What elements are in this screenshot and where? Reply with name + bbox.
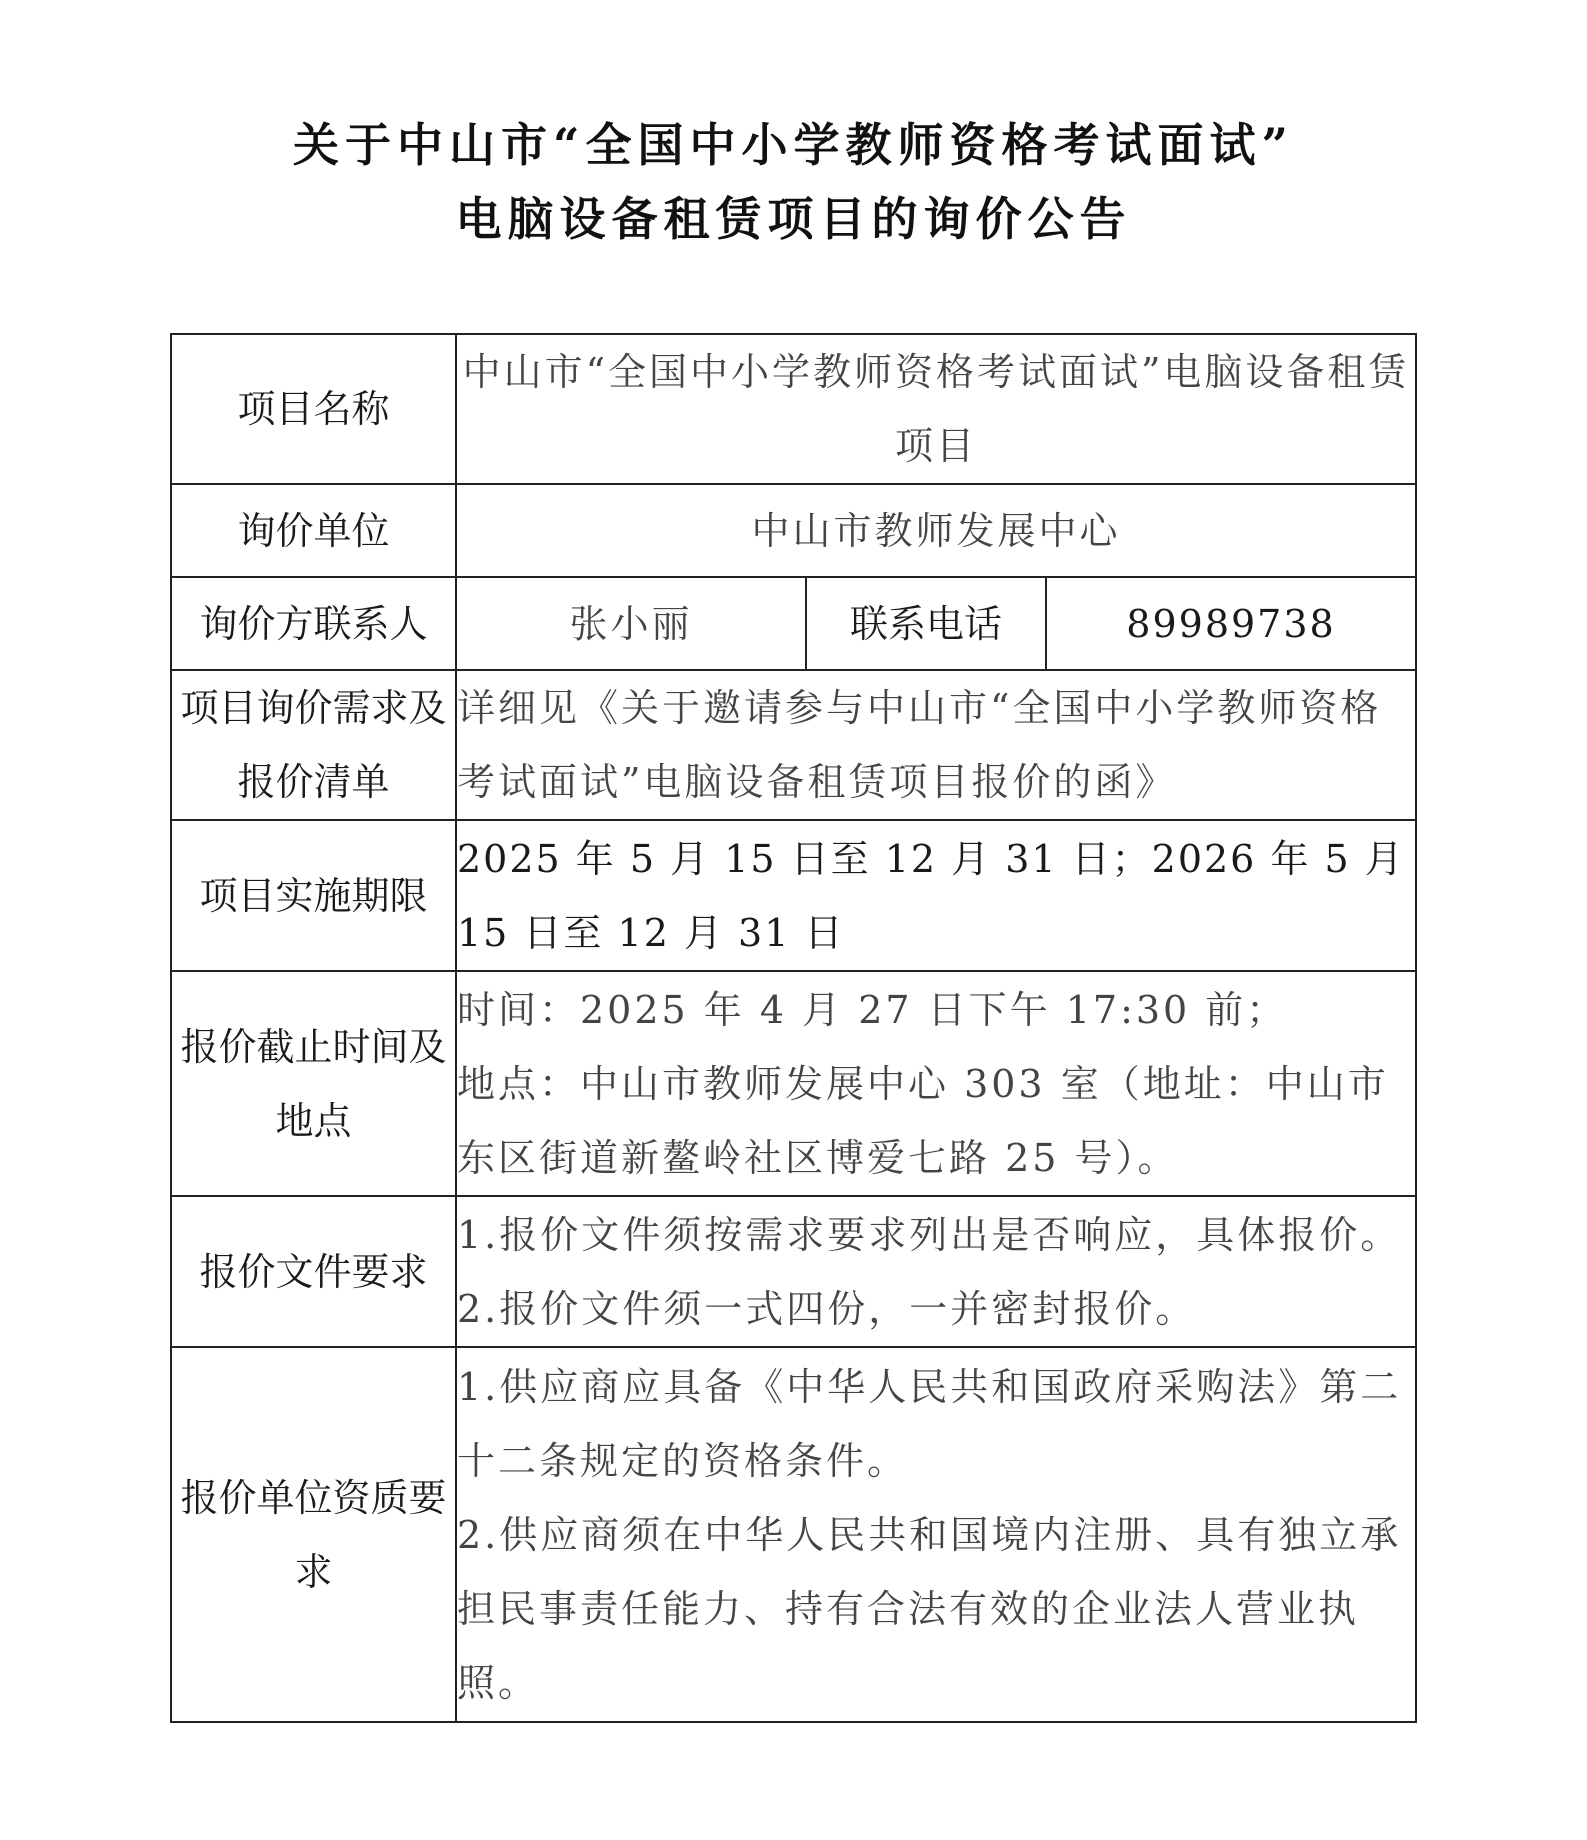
inquiry-unit-value: 中山市教师发展中心 [456, 484, 1416, 577]
period-label: 项目实施期限 [171, 820, 456, 971]
documents-value [456, 1196, 1416, 1347]
contact-phone-value: 89989738 [1046, 577, 1416, 670]
inquiry-unit-label: 询价单位 [171, 484, 456, 577]
requirements-label: 项目询价需求及报价清单 [171, 670, 456, 820]
qualification-value [456, 1347, 1416, 1722]
row-inquiry-unit [171, 484, 1416, 577]
page-title [0, 108, 1587, 256]
qualification-item-2: 2.供应商须在中华人民共和国境内注册、具有独立承担民事责任能力、持有合法有效的企业法人营业执照。 [457, 1512, 1402, 1705]
row-period [171, 820, 1416, 971]
documents-item-2: 2.报价文件须一式四份，一并密封报价。 [457, 1286, 1197, 1331]
contact-phone-label: 联系电话 [806, 577, 1046, 670]
deadline-label: 报价截止时间及地点 [171, 971, 456, 1196]
period-value: 2025 年 5 月 15 日至 12 月 31 日；2026 年 5 月 15 日至 12 月 31 日 [456, 820, 1416, 971]
contact-person-label: 询价方联系人 [171, 577, 456, 670]
row-qualification [171, 1347, 1416, 1722]
notice-table [170, 333, 1417, 1723]
deadline-place: 地点：中山市教师发展中心 303 室（地址：中山市东区街道新鳌岭社区博爱七路 25 号）。 [457, 1061, 1389, 1180]
deadline-value [456, 971, 1416, 1196]
deadline-time: 时间：2025 年 4 月 27 日下午 17:30 前； [457, 987, 1288, 1032]
page-title-line-1: 关于中山市“全国中小学教师资格考试面试” [293, 118, 1294, 172]
requirements-value: 详细见《关于邀请参与中山市“全国中小学教师资格考试面试”电脑设备租赁项目报价的函》 [456, 670, 1416, 820]
row-contact [171, 577, 1416, 670]
row-documents [171, 1196, 1416, 1347]
qualification-item-1: 1.供应商应具备《中华人民共和国政府采购法》第二十二条规定的资格条件。 [457, 1364, 1402, 1483]
page-title-line-2: 电脑设备租赁项目的询价公告 [455, 192, 1132, 246]
row-deadline [171, 971, 1416, 1196]
qualification-label: 报价单位资质要求 [171, 1347, 456, 1722]
project-name-value: 中山市“全国中小学教师资格考试面试”电脑设备租赁项目 [456, 334, 1416, 484]
row-requirements [171, 670, 1416, 820]
contact-person-value: 张小丽 [456, 577, 806, 670]
documents-label: 报价文件要求 [171, 1196, 456, 1347]
row-project-name [171, 334, 1416, 484]
documents-item-1: 1.报价文件须按需求要求列出是否响应，具体报价。 [457, 1212, 1402, 1257]
project-name-label: 项目名称 [171, 334, 456, 484]
